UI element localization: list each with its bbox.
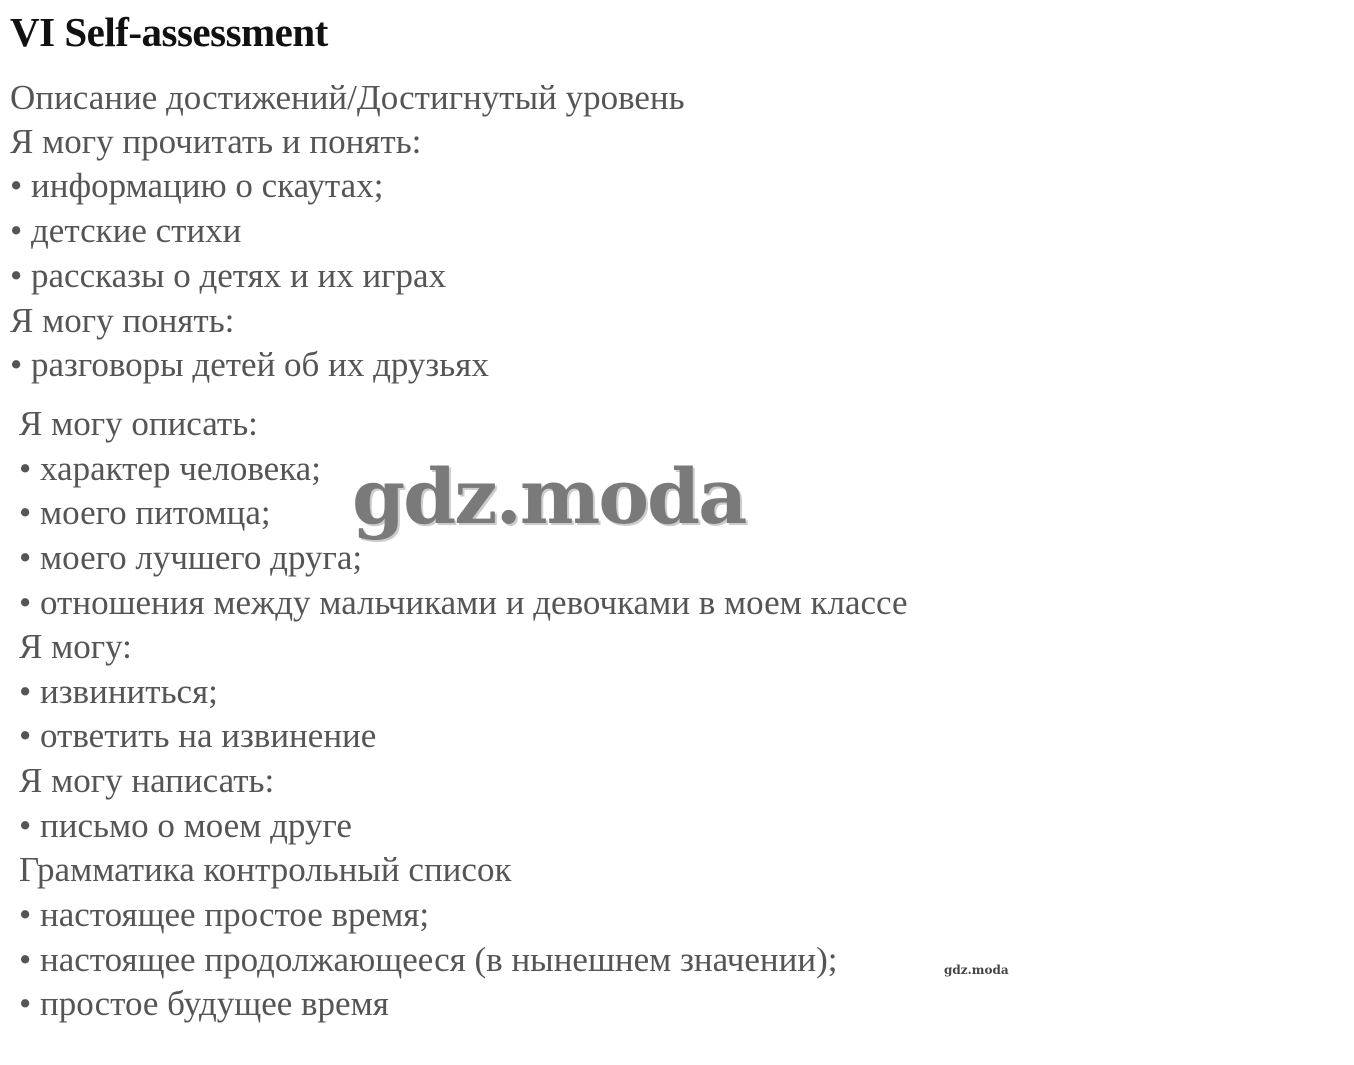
text-line: Грамматика контрольный список	[19, 850, 512, 889]
text-line: Я могу прочитать и понять:	[10, 122, 422, 161]
bullet-item: • моего лучшего друга;	[19, 538, 363, 577]
bullet-item: • простое будущее время	[19, 984, 389, 1023]
bullet-item: • рассказы о детях и их играх	[10, 256, 447, 295]
text-line: Я могу понять:	[10, 301, 235, 340]
bullet-item: • настоящее простое время;	[19, 895, 430, 934]
watermark-logo: gdz.moda	[352, 452, 746, 541]
section-heading: Описание достижений/Достигнутый уровень	[10, 78, 685, 117]
text-line: Я могу написать:	[19, 761, 275, 800]
bullet-item: • настоящее продолжающееся (в нынешнем значении);	[19, 940, 838, 979]
text-line: Я могу:	[19, 627, 132, 666]
watermark-small: gdz.moda	[944, 963, 1009, 977]
text-line: Я могу описать:	[19, 404, 258, 443]
bullet-item: • характер человека;	[19, 449, 321, 488]
bullet-item: • ответить на извинение	[19, 716, 377, 755]
page-title: VI Self-assessment	[10, 9, 328, 55]
bullet-item: • извиниться;	[19, 672, 218, 711]
bullet-item: • детские стихи	[10, 211, 242, 250]
bullet-item: • письмо о моем друге	[19, 806, 352, 845]
bullet-item: • информацию о скаутах;	[10, 166, 384, 205]
bullet-item: • разговоры детей об их друзьях	[10, 345, 489, 384]
bullet-item: • моего питомца;	[19, 493, 271, 532]
bullet-item: • отношения между мальчиками и девочками в моем классе	[19, 583, 908, 622]
